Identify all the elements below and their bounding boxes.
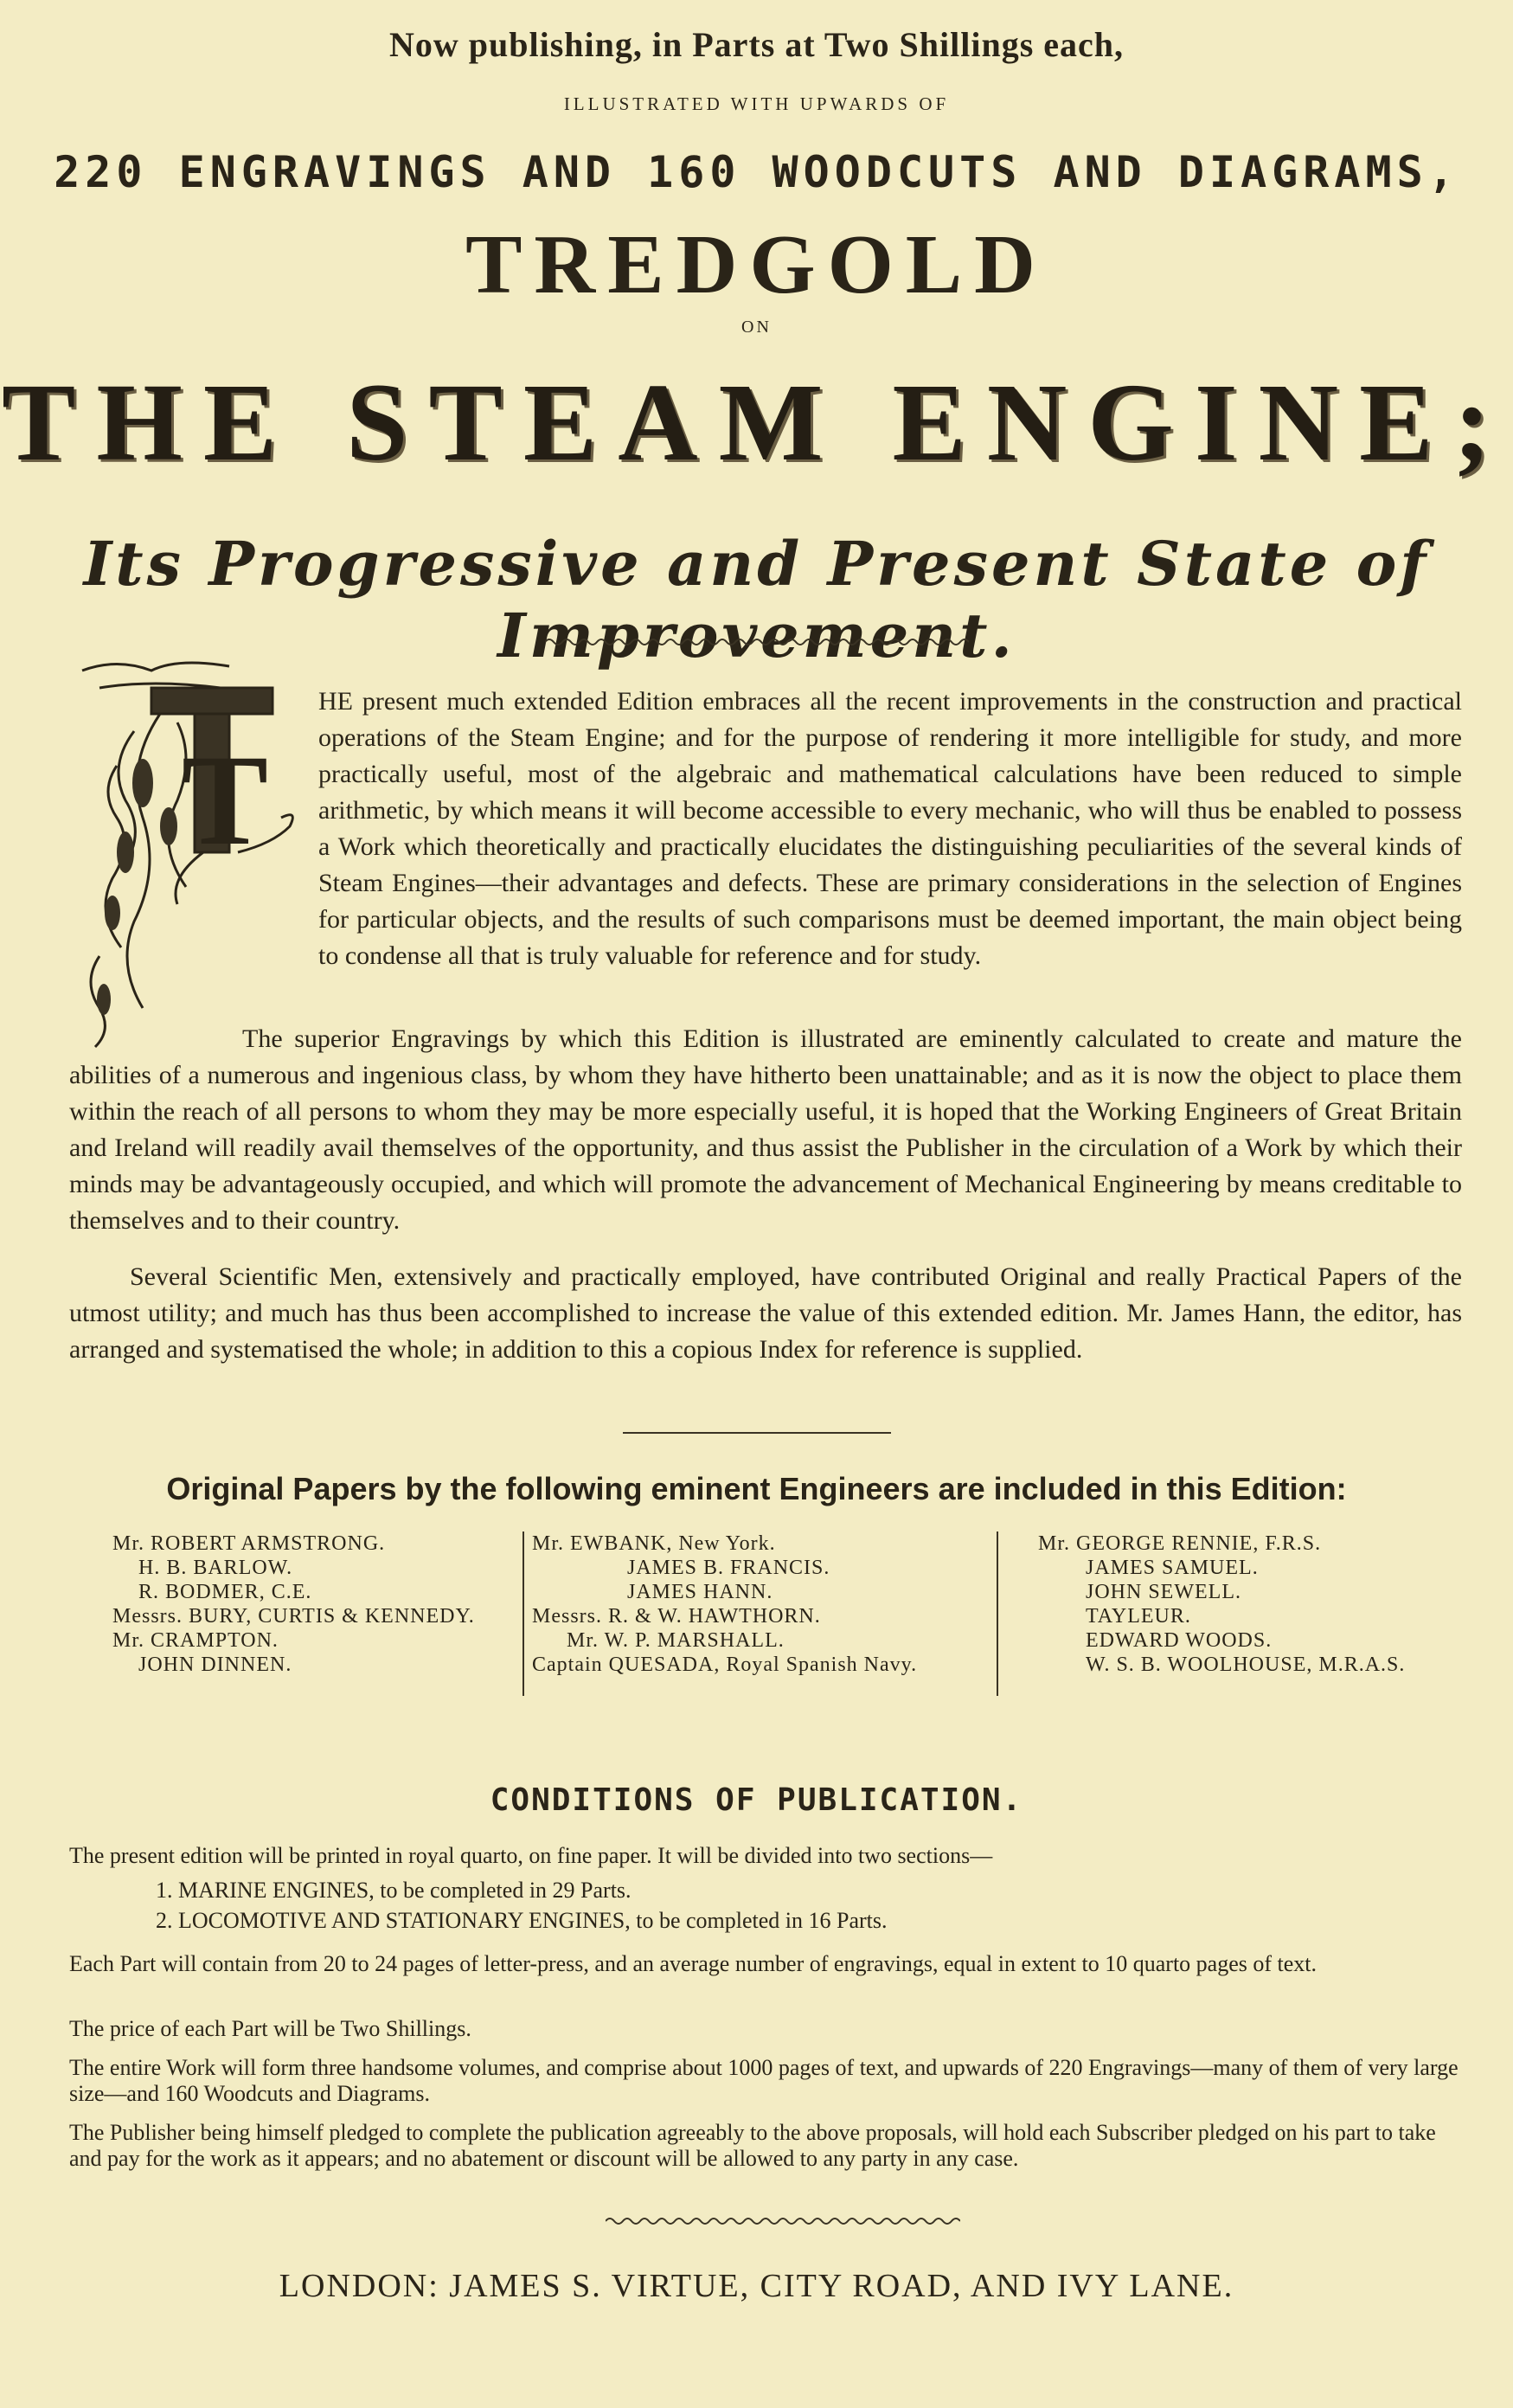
intro-paragraph: HE present much extended Edition embraces all the recent improvements in the construction and practical operations of the Steam Engine; and for the purpose of rendering it more intelligible for study, and more practically useful, most of the algebraic and mathematical calculations have been reduced to simple arithmetic, by which means it will become accessible to every mechanic, who will thus be enabled to possess a Work which theoretically and practically elucidates the distinguishing peculiarities of the several kinds of Steam Engines—their advantages and defects. These are primary considerations in the selection of Engines for particular objects, and the results of such comparisons must be deemed important, the main object being to condense all that is truly valuable for reference and for study. [318,687,1462,970]
conditions-heading: CONDITIONS OF PUBLICATION. [490,1782,1023,1818]
engineer-entry: Mr. CRAMPTON. [112,1629,279,1652]
conditions-item-1: 1. MARINE ENGINES, to be completed in 29 Parts. [156,1878,631,1903]
engineer-entry: Messrs. R. & W. HAWTHORN. [532,1605,821,1628]
engineers-col-2 [532,1531,982,1677]
engineer-entry: JAMES HANN. [627,1581,773,1603]
book-title: THE STEAM ENGINE; [1,361,1512,484]
decorative-initial [65,653,316,1060]
conditions-publisher: The Publisher being himself pledged to complete the publication agreeably to the above proposals, will hold each Subscriber pledged on his part to take and pay for the work as it appears; and no abatement or discount will be allowed to any party in any case. [69,2120,1436,2171]
section-rule [623,1432,891,1434]
engineer-entry: Mr. GEORGE RENNIE, F.R.S. [1038,1532,1322,1555]
engineer-entry: JAMES B. FRANCIS. [627,1557,830,1579]
wavy-divider-bottom [606,2215,960,2227]
engineer-entry: R. BODMER, C.E. [138,1581,312,1603]
engineer-entry: JOHN SEWELL. [1086,1581,1241,1603]
conditions-each-part: Each Part will contain from 20 to 24 pages of letter-press, and an average number of engravings, equal in extent to 10 quarto pages of text. [69,1951,1317,1976]
illustrated-line: ILLUSTRATED WITH UPWARDS OF [563,93,950,114]
contributors-paragraph: Several Scientific Men, extensively and practically employed, have contributed Original and really Practical Papers of the utmost utility; and much has thus been accomplished to increase the value of this extended edition. Mr. James Hann, the editor, has arranged and systematised the whole; in addition to this a copious Index for reference is supplied. [69,1262,1462,1364]
engineer-entry: Mr. EWBANK, New York. [532,1532,776,1555]
publisher-imprint: LONDON: JAMES S. VIRTUE, CITY ROAD, AND IVY LANE. [279,2268,1234,2304]
engineer-entry: TAYLEUR. [1086,1605,1191,1628]
engravings-line: 220 ENGRAVINGS AND 160 WOODCUTS AND DIAGRAMS, [54,147,1459,197]
book-subtitle: Its Progressive and Present State of Improvement. [83,528,1430,671]
conditions-item-2: 2. LOCOMOTIVE AND STATIONARY ENGINES, to be completed in 16 Parts. [156,1908,888,1933]
engineer-entry: JAMES SAMUEL. [1086,1557,1259,1579]
engineer-entry: H. B. BARLOW. [138,1557,293,1579]
publishing-notice: Now publishing, in Parts at Two Shillings each, [388,25,1125,64]
initial-letter: T [181,729,269,872]
conditions-intro: The present edition will be printed in royal quarto, on fine paper. It will be divided into two sections— [69,1843,993,1868]
conditions-volumes: The entire Work will form three handsome volumes, and comprise about 1000 pages of text, and upwards of 220 Engravings—many of them of very large size—and 160 Woodcuts and Diagrams. [69,2055,1459,2106]
column-divider [522,1531,524,1696]
conditions-price: The price of each Part will be Two Shillings. [69,2016,471,2041]
column-divider [997,1531,998,1696]
engineers-col-3 [1038,1531,1453,1677]
author-name: TREDGOLD [465,218,1048,311]
engineer-entry: EDWARD WOODS. [1086,1629,1273,1652]
wavy-divider-top [545,636,969,648]
engineer-entry: Mr. W. P. MARSHALL. [567,1629,785,1652]
engineer-entry: Messrs. BURY, CURTIS & KENNEDY. [112,1605,475,1628]
engineer-entry: JOHN DINNEN. [138,1653,292,1676]
engravings-paragraph: The superior Engravings by which this Edition is illustrated are eminently calculated to create and mature the abilities of a numerous and ingenious class, by whom they have hitherto been unattainable; and as it is now the object to place them within the reach of all persons to whom they may be more especially useful, it is hoped that the Working Engineers of Great Britain and Ireland will readily avail themselves of the opportunity, and thus assist the Publisher in the circulation of a Work by which their minds may be advantageously occupied, and which will promote the advancement of Mechanical Engineering by means creditable to themselves and to their country. [69,1024,1462,1235]
engineer-entry: Captain QUESADA, Royal Spanish Navy. [532,1653,918,1676]
engineers-col-1 [112,1531,519,1677]
engineers-heading: Original Papers by the following eminent Engineers are included in this Edition: [166,1471,1347,1506]
engineer-entry: W. S. B. WOOLHOUSE, M.R.A.S. [1086,1653,1406,1676]
on-word: ON [741,318,772,337]
engineer-entry: Mr. ROBERT ARMSTRONG. [112,1532,386,1555]
